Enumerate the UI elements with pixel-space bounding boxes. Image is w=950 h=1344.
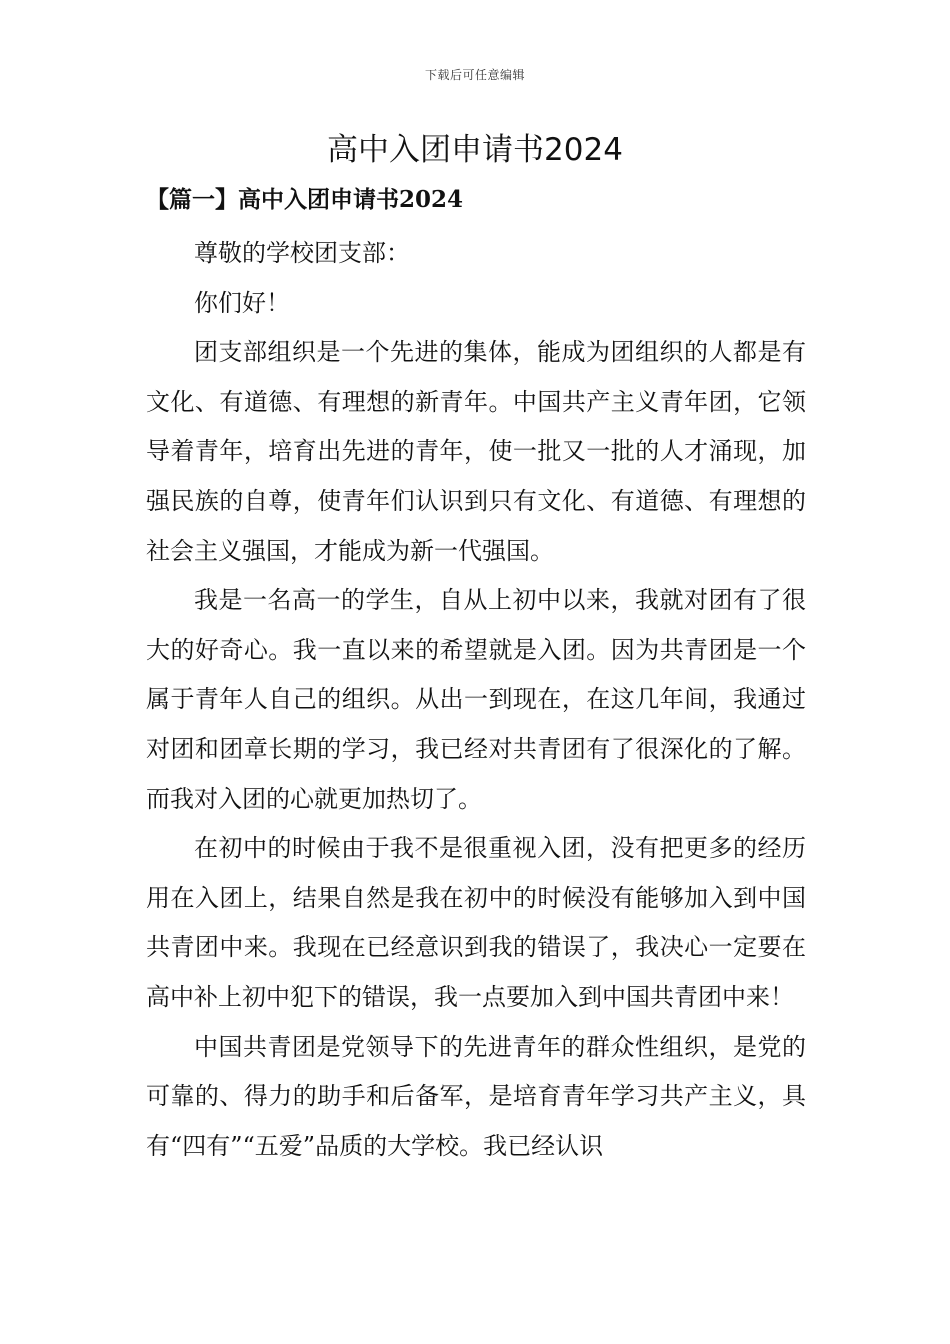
document-body <box>146 229 806 1171</box>
body-paragraph: 中国共青团是党领导下的先进青年的群众性组织，是党的可靠的、得力的助手和后备军，是培育青年学习共产主义，具有“四有”“五爱”品质的大学校。我已经认识 <box>146 1032 806 1160</box>
document-title: 高中入团申请书2024 <box>327 132 623 168</box>
section-heading: 【篇一】高中入团申请书2024 <box>146 186 464 213</box>
body-paragraph: 团支部组织是一个先进的集体，能成为团组织的人都是有文化、有道德、有理想的新青年。中国共产主义青年团，它领导着青年，培育出先进的青年，使一批又一批的人才涌现，加强民族的自尊，使青年们认识到只有文化、有道德、有理想的社会主义强国，才能成为新一代强国。 <box>146 338 806 565</box>
greeting-paragraph: 你们好！ <box>194 288 290 317</box>
salutation-paragraph: 尊敬的学校团支部： <box>194 239 410 267</box>
body-paragraph: 我是一名高一的学生，自从上初中以来，我就对团有了很大的好奇心。我一直以来的希望就是入团。因为共青团是一个属于青年人自己的组织。从出一到现在，在这几年间，我通过对团和团章长期的学习，我已经对共青团有了很深化的了解。而我对入团的心就更加热切了。 <box>146 586 806 813</box>
body-paragraph: 在初中的时候由于我不是很重视入团，没有把更多的经历用在入团上，结果自然是我在初中的时候没有能够加入到中国共青团中来。我现在已经意识到我的错误了，我决心一定要在高中补上初中犯下的错误，我一点要加入到中国共青团中来！ <box>146 834 806 1011</box>
header-note: 下载后可任意编辑 <box>424 68 525 82</box>
